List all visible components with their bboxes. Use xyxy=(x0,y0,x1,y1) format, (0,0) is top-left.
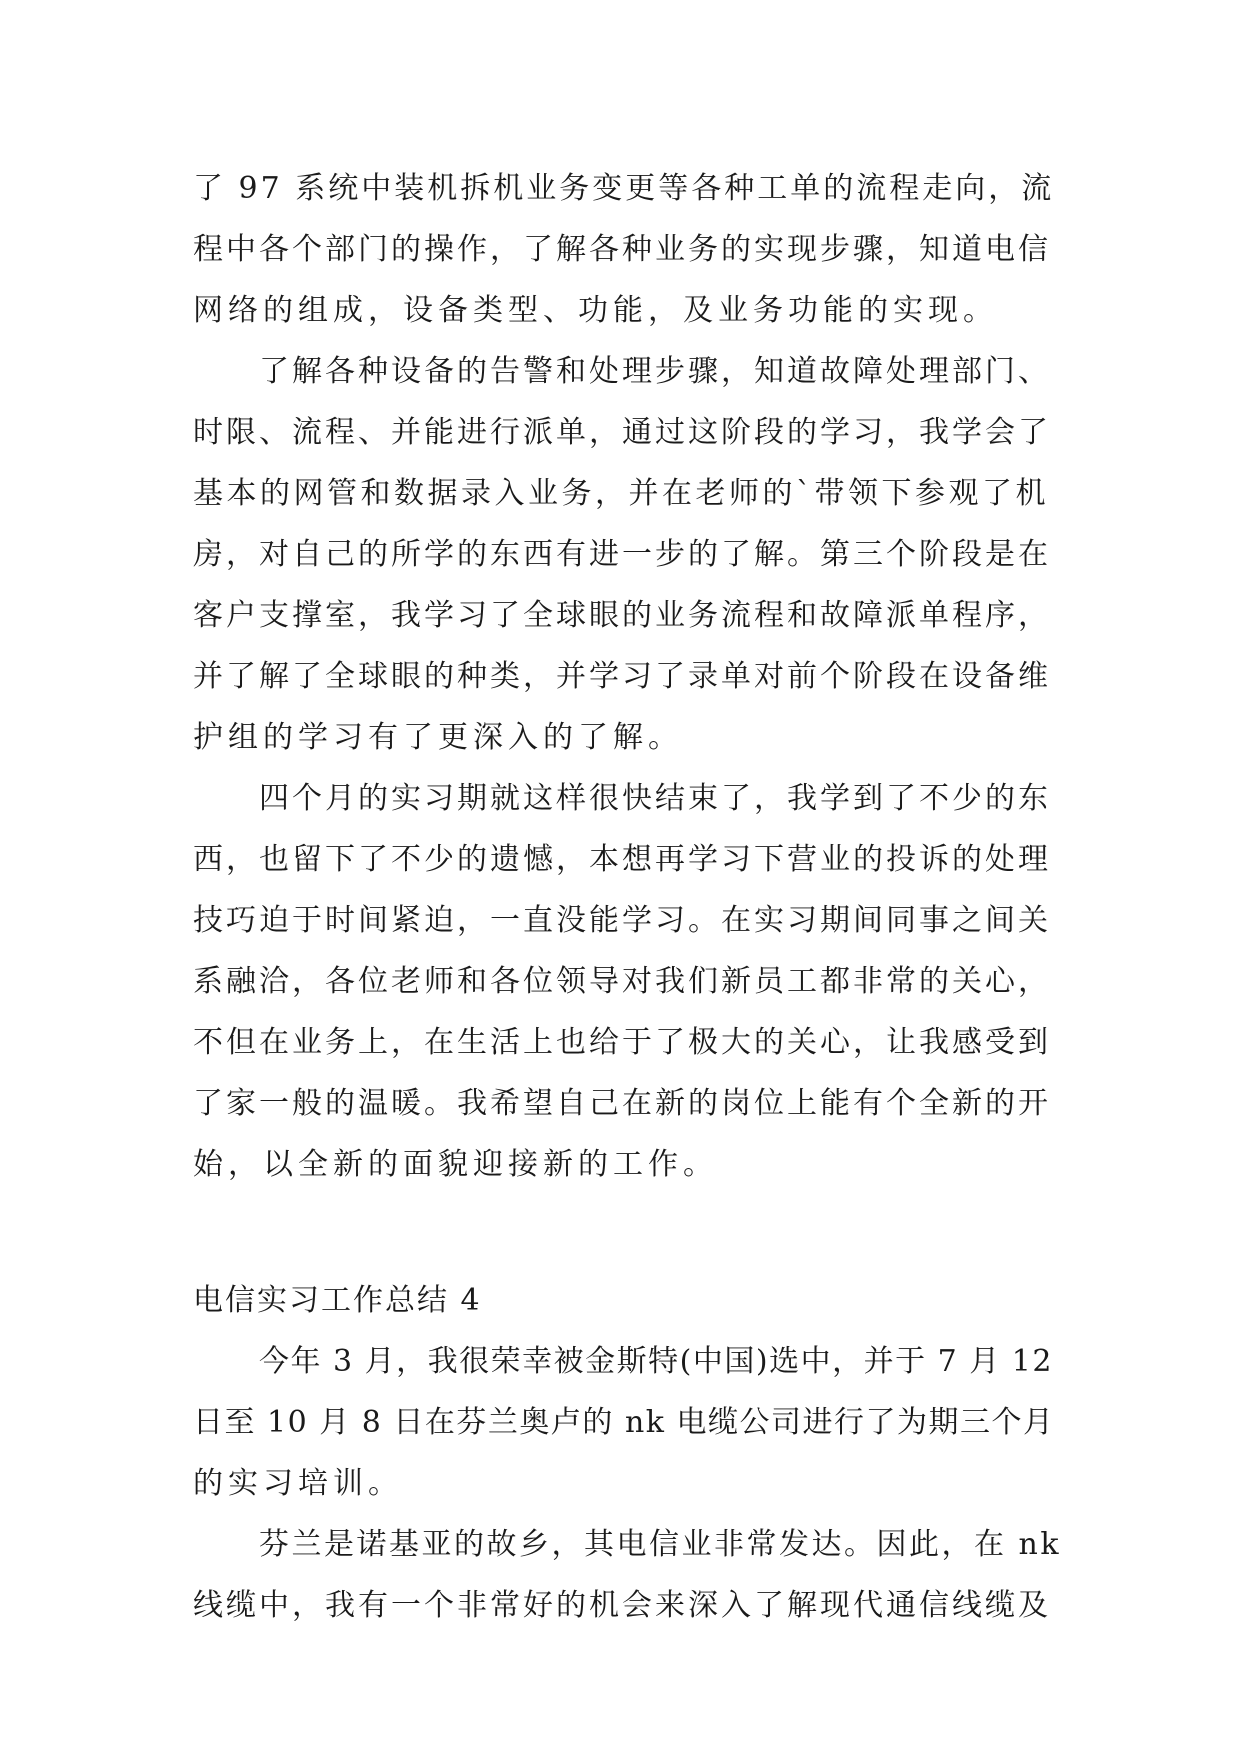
paragraph-line: 时限、流程、并能进行派单，通过这阶段的学习，我学会了 xyxy=(193,415,1051,450)
document-page xyxy=(193,158,1061,1636)
paragraph-line: 并了解了全球眼的种类，并学习了录单对前个阶段在设备维 xyxy=(193,659,1051,694)
paragraph-line: 日至 10 月 8 日在芬兰奥卢的 nk 电缆公司进行了为期三个月 xyxy=(193,1405,1055,1440)
paragraph-line: 技巧迫于时间紧迫，一直没能学习。在实习期间同事之间关 xyxy=(193,903,1051,938)
paragraph-line: 了解各种设备的告警和处理步骤，知道故障处理部门、 xyxy=(259,354,1051,389)
paragraph-line: 系融洽，各位老师和各位领导对我们新员工都非常的关心， xyxy=(193,964,1051,999)
paragraph-line: 的实习培训。 xyxy=(193,1466,403,1501)
paragraph-line: 了家一般的温暖。我希望自己在新的岗位上能有个全新的开 xyxy=(193,1086,1051,1121)
paragraph-line: 线缆中，我有一个非常好的机会来深入了解现代通信线缆及 xyxy=(193,1588,1051,1623)
paragraph-line: 始，以全新的面貌迎接新的工作。 xyxy=(193,1147,718,1182)
paragraph-line: 客户支撑室，我学习了全球眼的业务流程和故障派单程序， xyxy=(193,598,1051,633)
paragraph-line: 基本的网管和数据录入业务，并在老师的`带领下参观了机 xyxy=(193,476,1049,511)
paragraph-line: 程中各个部门的操作，了解各种业务的实现步骤，知道电信 xyxy=(193,232,1051,267)
paragraph-line: 网络的组成，设备类型、功能，及业务功能的实现。 xyxy=(193,293,998,328)
paragraph-line: 西，也留下了不少的遗憾，本想再学习下营业的投诉的处理 xyxy=(193,842,1051,877)
paragraph-line: 了 97 系统中装机拆机业务变更等各种工单的流程走向，流 xyxy=(193,171,1055,206)
paragraph-line: 芬兰是诺基亚的故乡，其电信业非常发达。因此，在 nk xyxy=(259,1527,1062,1562)
section-heading: 电信实习工作总结 4 xyxy=(193,1283,482,1318)
paragraph-line: 房，对自己的所学的东西有进一步的了解。第三个阶段是在 xyxy=(193,537,1051,572)
paragraph-line: 不但在业务上，在生活上也给于了极大的关心，让我感受到 xyxy=(193,1025,1051,1060)
section-spacer xyxy=(193,1195,1061,1270)
paragraph-line: 今年 3 月，我很荣幸被金斯特(中国)选中，并于 7 月 12 xyxy=(259,1344,1053,1379)
paragraph-line: 护组的学习有了更深入的了解。 xyxy=(193,720,683,755)
paragraph-line: 四个月的实习期就这样很快结束了，我学到了不少的东 xyxy=(259,781,1051,816)
